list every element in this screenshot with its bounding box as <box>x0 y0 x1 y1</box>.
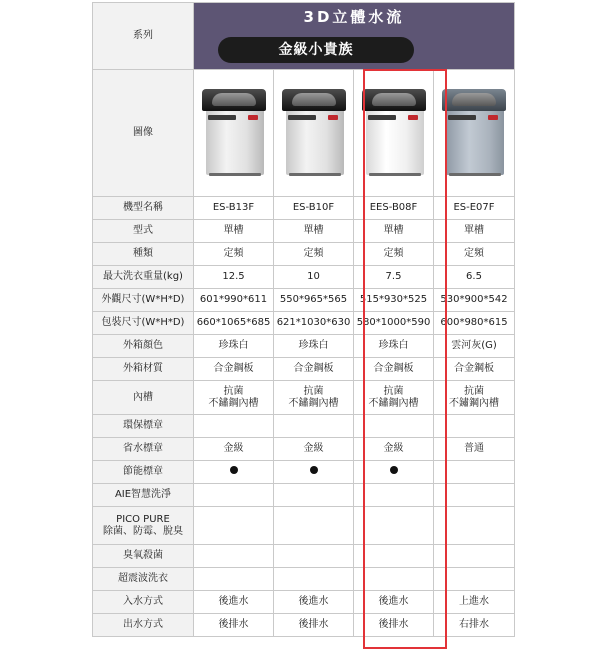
spec-value-cell <box>354 381 434 415</box>
spec-label-text: 種類 <box>133 248 153 259</box>
spec-value-cell <box>194 461 274 484</box>
spec-value-cell <box>274 289 354 312</box>
spec-value-cell <box>434 507 515 545</box>
washer-base <box>449 173 501 176</box>
spec-value: 定頻 <box>383 248 404 259</box>
spec-value-cell <box>354 266 434 289</box>
spec-value-cell <box>434 266 515 289</box>
spec-row-water_in <box>93 591 515 614</box>
spec-value: 單槽 <box>223 225 244 236</box>
spec-label <box>93 358 194 381</box>
spec-label <box>93 312 194 335</box>
spec-label-text: 機型名稱 <box>123 202 163 213</box>
spec-row-tub <box>93 381 515 415</box>
spec-value-cell <box>434 358 515 381</box>
spec-row-eco_label <box>93 415 515 438</box>
spec-label <box>93 484 194 507</box>
spec-label <box>93 289 194 312</box>
washer-lid-window <box>212 93 256 106</box>
control-panel-icon <box>208 115 236 120</box>
spec-value-cell <box>434 461 515 484</box>
spec-value-cell <box>354 312 434 335</box>
spec-value: ES-E07F <box>453 202 495 213</box>
control-panel-icon <box>288 115 316 120</box>
spec-table <box>92 2 515 637</box>
spec-value-cell <box>194 335 274 358</box>
energy-label-dot-icon <box>230 466 238 474</box>
spec-value: 515*930*525 <box>359 294 428 305</box>
spec-value: 12.5 <box>222 271 245 282</box>
spec-row-name <box>93 197 515 220</box>
spec-value-cell <box>194 243 274 266</box>
spec-value-cell <box>434 243 515 266</box>
washer-lid-window <box>292 93 336 106</box>
spec-value-cell <box>354 484 434 507</box>
tub-line-2: 不鏽鋼內槽 <box>368 397 419 409</box>
spec-row-material <box>93 358 515 381</box>
spec-value: 金級 <box>303 443 324 454</box>
spec-value: 10 <box>307 271 320 282</box>
series-title: 3D立體水流 <box>303 8 405 26</box>
spec-label <box>93 266 194 289</box>
product-image-cell <box>274 70 354 197</box>
spec-label-text: 出水方式 <box>123 619 163 630</box>
spec-value: EES-B08F <box>369 202 418 213</box>
washer-lid-window <box>452 93 496 106</box>
spec-value-cell <box>194 614 274 637</box>
product-image-cell <box>194 70 274 197</box>
spec-value: 單槽 <box>383 225 404 236</box>
spec-row-water_label <box>93 438 515 461</box>
spec-label <box>93 568 194 591</box>
spec-value: ES-B10F <box>292 202 335 213</box>
spec-row-type <box>93 220 515 243</box>
spec-value-cell <box>274 591 354 614</box>
spec-label <box>93 243 194 266</box>
spec-row-aie <box>93 484 515 507</box>
washing-machine-image[interactable] <box>282 89 346 177</box>
spec-value-cell <box>434 289 515 312</box>
spec-value-cell <box>354 358 434 381</box>
spec-value-cell <box>354 415 434 438</box>
spec-value-cell <box>274 415 354 438</box>
spec-label-text: 內槽 <box>133 391 153 403</box>
control-panel-icon <box>448 115 476 120</box>
spec-value-cell <box>434 591 515 614</box>
spec-value: 雲河灰(G) <box>451 340 497 351</box>
spec-value-cell <box>274 266 354 289</box>
product-image-cell <box>354 70 434 197</box>
spec-row-energy <box>93 461 515 484</box>
spec-label <box>93 614 194 637</box>
spec-label <box>93 197 194 220</box>
spec-value: 後進水 <box>298 596 329 607</box>
spec-value-cell <box>194 415 274 438</box>
spec-value: 單槽 <box>303 225 324 236</box>
energy-label-dot-icon <box>390 466 398 474</box>
spec-value-cell <box>194 507 274 545</box>
spec-value-cell <box>194 266 274 289</box>
series-row <box>93 3 515 70</box>
spec-value-cell <box>194 312 274 335</box>
spec-row-ozone <box>93 545 515 568</box>
product-image-cell <box>434 70 515 197</box>
spec-value: 普通 <box>464 443 484 454</box>
spec-value-cell <box>274 568 354 591</box>
spec-label-subtext: 除菌、防霉、脫臭 <box>103 525 183 537</box>
spec-value: 單槽 <box>464 225 484 236</box>
spec-label-text: 最大洗衣重量(kg) <box>103 271 183 282</box>
spec-value: 6.5 <box>466 271 482 282</box>
tub-line-1: 抗菌 <box>223 385 244 397</box>
washer-lid <box>442 89 506 111</box>
image-row-label: 圖像 <box>93 70 194 197</box>
spec-value-cell <box>434 415 515 438</box>
tub-line-2: 不鏽鋼內槽 <box>449 397 499 409</box>
spec-value-cell <box>194 381 274 415</box>
spec-label-text: 外箱材質 <box>123 363 163 374</box>
spec-label-text: 入水方式 <box>123 596 163 607</box>
spec-value-cell <box>274 484 354 507</box>
tub-line-2: 不鏽鋼內槽 <box>288 397 339 409</box>
spec-value: 定頻 <box>223 248 244 259</box>
spec-label <box>93 461 194 484</box>
spec-value: 後進水 <box>378 596 409 607</box>
spec-value-cell <box>274 461 354 484</box>
spec-value-cell <box>194 568 274 591</box>
spec-value-cell <box>354 335 434 358</box>
spec-label-text: 臭氧殺菌 <box>123 550 163 561</box>
spec-label <box>93 507 194 545</box>
spec-value-cell <box>434 381 515 415</box>
spec-value-cell <box>354 438 434 461</box>
washer-base <box>209 173 261 176</box>
spec-label-text: 節能標章 <box>123 466 163 477</box>
spec-label-text: 型式 <box>133 225 153 236</box>
spec-value-cell <box>194 591 274 614</box>
spec-value-cell <box>434 545 515 568</box>
spec-value: 580*1000*590 <box>356 317 431 328</box>
spec-value-cell <box>354 461 434 484</box>
spec-value-cell <box>194 438 274 461</box>
image-row <box>93 70 515 197</box>
spec-value-cell <box>434 614 515 637</box>
spec-value: 621*1030*630 <box>276 317 351 328</box>
spec-value: 合金鋼板 <box>213 363 254 374</box>
spec-row-kind <box>93 243 515 266</box>
spec-value-cell <box>274 312 354 335</box>
spec-value: 530*900*542 <box>440 294 508 305</box>
spec-value-cell <box>354 243 434 266</box>
washer-base <box>289 173 341 176</box>
spec-value-cell <box>434 484 515 507</box>
spec-value: 定頻 <box>303 248 324 259</box>
spec-value-cell <box>434 438 515 461</box>
spec-value: 合金鋼板 <box>454 363 494 374</box>
spec-value-cell <box>274 438 354 461</box>
washing-machine-image[interactable] <box>362 89 426 177</box>
spec-value-cell <box>274 381 354 415</box>
spec-value-cell <box>434 312 515 335</box>
spec-value-cell <box>354 507 434 545</box>
series-header <box>194 3 515 70</box>
brand-badge-icon <box>248 115 258 120</box>
spec-value: 後排水 <box>218 619 249 630</box>
spec-row-color <box>93 335 515 358</box>
spec-row-pico <box>93 507 515 545</box>
spec-value-cell <box>434 568 515 591</box>
spec-value: 上進水 <box>459 596 489 607</box>
spec-label <box>93 438 194 461</box>
series-label: 系列 <box>93 3 194 70</box>
spec-label-text: 超震波洗衣 <box>118 573 168 584</box>
spec-value: 金級 <box>383 443 404 454</box>
spec-value-cell <box>274 335 354 358</box>
spec-value-cell <box>274 545 354 568</box>
spec-row-outer_size <box>93 289 515 312</box>
spec-label-text: 外箱顏色 <box>123 340 163 351</box>
spec-value-cell <box>434 197 515 220</box>
spec-label <box>93 335 194 358</box>
spec-label <box>93 545 194 568</box>
spec-value-cell <box>274 507 354 545</box>
spec-value: 後進水 <box>218 596 249 607</box>
spec-value-cell <box>194 358 274 381</box>
spec-row-capacity <box>93 266 515 289</box>
spec-label <box>93 415 194 438</box>
spec-label-text: PICO PURE <box>116 513 170 525</box>
spec-row-ultra <box>93 568 515 591</box>
spec-value: 7.5 <box>385 271 402 282</box>
spec-label-text: 包裝尺寸(W*H*D) <box>101 317 185 328</box>
series-subtitle-pill: 金級小貴族 <box>218 37 414 63</box>
spec-label-text: AIE智慧洗淨 <box>114 489 172 500</box>
spec-value: 601*990*611 <box>199 294 268 305</box>
spec-value-cell <box>274 358 354 381</box>
spec-value-cell <box>194 197 274 220</box>
spec-value: ES-B13F <box>212 202 255 213</box>
spec-value-cell <box>354 220 434 243</box>
spec-label <box>93 220 194 243</box>
tub-line-2: 不鏽鋼內槽 <box>208 397 259 409</box>
spec-sheet <box>92 2 514 647</box>
spec-label-text: 環保標章 <box>123 420 163 431</box>
spec-value-cell <box>194 289 274 312</box>
spec-row-water_out <box>93 614 515 637</box>
spec-value: 600*980*615 <box>440 317 508 328</box>
spec-value: 後排水 <box>378 619 409 630</box>
spec-value: 珍珠白 <box>218 340 249 351</box>
spec-value-cell <box>354 545 434 568</box>
spec-value: 金級 <box>223 443 244 454</box>
spec-value: 右排水 <box>459 619 489 630</box>
spec-value-cell <box>354 289 434 312</box>
spec-value: 後排水 <box>298 619 329 630</box>
spec-value-cell <box>274 197 354 220</box>
washing-machine-image[interactable] <box>202 89 266 177</box>
spec-label-text: 外觀尺寸(W*H*D) <box>101 294 185 305</box>
control-panel-icon <box>368 115 396 120</box>
brand-badge-icon <box>488 115 498 120</box>
spec-label <box>93 381 194 415</box>
spec-value-cell <box>354 591 434 614</box>
spec-value-cell <box>434 220 515 243</box>
spec-value-cell <box>354 614 434 637</box>
spec-value: 合金鋼板 <box>373 363 414 374</box>
spec-value-cell <box>274 243 354 266</box>
brand-badge-icon <box>408 115 418 120</box>
washer-lid-window <box>372 93 416 106</box>
spec-row-package_size <box>93 312 515 335</box>
spec-value-cell <box>354 568 434 591</box>
energy-label-dot-icon <box>310 466 318 474</box>
spec-label-text: 省水標章 <box>123 443 163 454</box>
tub-line-1: 抗菌 <box>464 385 484 397</box>
spec-value-cell <box>194 220 274 243</box>
spec-value: 660*1065*685 <box>196 317 271 328</box>
spec-value-cell <box>434 335 515 358</box>
spec-value-cell <box>194 484 274 507</box>
spec-value-cell <box>274 220 354 243</box>
washer-lid <box>282 89 346 111</box>
brand-badge-icon <box>328 115 338 120</box>
tub-line-1: 抗菌 <box>303 385 324 397</box>
spec-value-cell <box>354 197 434 220</box>
spec-value: 珍珠白 <box>378 340 409 351</box>
spec-label <box>93 591 194 614</box>
spec-value: 合金鋼板 <box>293 363 334 374</box>
spec-value-cell <box>194 545 274 568</box>
tub-line-1: 抗菌 <box>383 385 404 397</box>
washer-lid <box>202 89 266 111</box>
spec-value: 珍珠白 <box>298 340 329 351</box>
spec-value-cell <box>274 614 354 637</box>
spec-value: 550*965*565 <box>279 294 348 305</box>
spec-value: 定頻 <box>464 248 484 259</box>
washer-base <box>369 173 421 176</box>
washer-lid <box>362 89 426 111</box>
washing-machine-image[interactable] <box>442 89 506 177</box>
